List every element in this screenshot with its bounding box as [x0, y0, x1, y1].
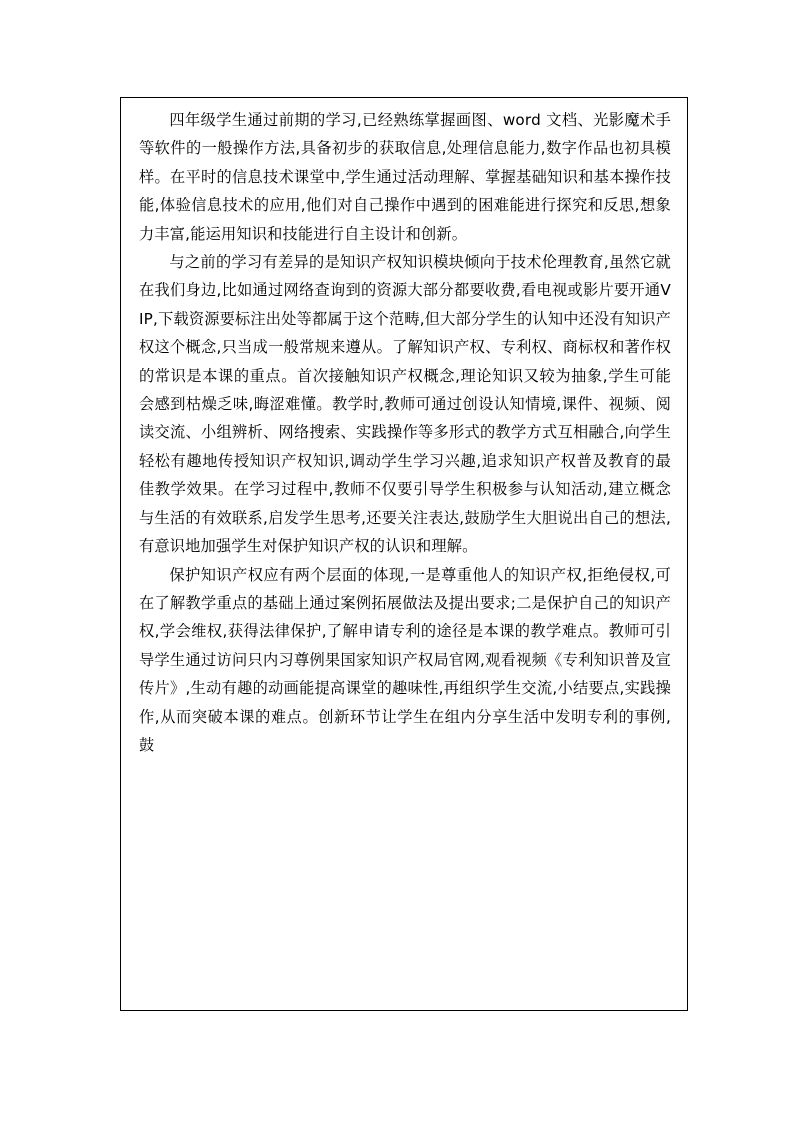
content-table-cell: [120, 97, 688, 1011]
paragraph-difficult-points: 保护知识产权应有两个层面的体现,一是尊重他人的知识产权,拒绝侵权,可在了解教学重点的基础上通过案例拓展做法及提出要求;二是保护自己的知识产权,学会维权,获得法律保护,了解申请专利的途径是本课的教学难点。教师可引导学生通过访问只内习尊例果国家知识产权局官网,观看视频《专利知识普及宣传片》,生动有趣的动画能提高课堂的趣味性,再组织学生交流,小结要点,实践操作,从而突破本课的难点。创新环节让学生在组内分享生活中发明专利的事例,鼓: [139, 565, 671, 754]
paragraph-student-analysis: 四年级学生通过前期的学习,已经熟练掌握画图、word 文档、光影魔术手等软件的一般操作方法,具备初步的获取信息,处理信息能力,数字作品也初具模样。在平时的信息技术课堂中,学生通过活动理解、掌握基础知识和基本操作技能,体验信息技术的应用,他们对自己操作中遇到的困难能进行探究和反思,想象力丰富,能运用知识和技能进行自主设计和创新。: [139, 111, 671, 243]
paragraph-key-points: 与之前的学习有差异的是知识产权知识模块倾向于技术伦理教育,虽然它就在我们身边,比如通过网络查询到的资源大部分都要收费,看电视或影片要开通VIP,下载资源要标注出处等都属于这个范畴,但大部分学生的认知中还没有知识产权这个概念,只当成一般常规来遵从。了解知识产权、专利权、商标权和著作权的常识是本课的重点。首次接触知识产权概念,理论知识又较为抽象,学生可能会感到枯燥乏味,晦涩难懂。教学时,教师可通过创设认知情境,课件、视频、阅读交流、小组辨析、网络搜索、实践操作等多形式的教学方式互相融合,向学生轻松有趣地传授知识产权知识,调动学生学习兴趣,追求知识产权普及教育的最佳教学效果。在学习过程中,教师不仅要引导学生积极参与认知活动,建立概念与生活的有效联系,启发学生思考,还要关注表达,鼓励学生大胆说出自己的想法,有意识地加强学生对保护知识产权的认识和理解。: [139, 253, 671, 556]
